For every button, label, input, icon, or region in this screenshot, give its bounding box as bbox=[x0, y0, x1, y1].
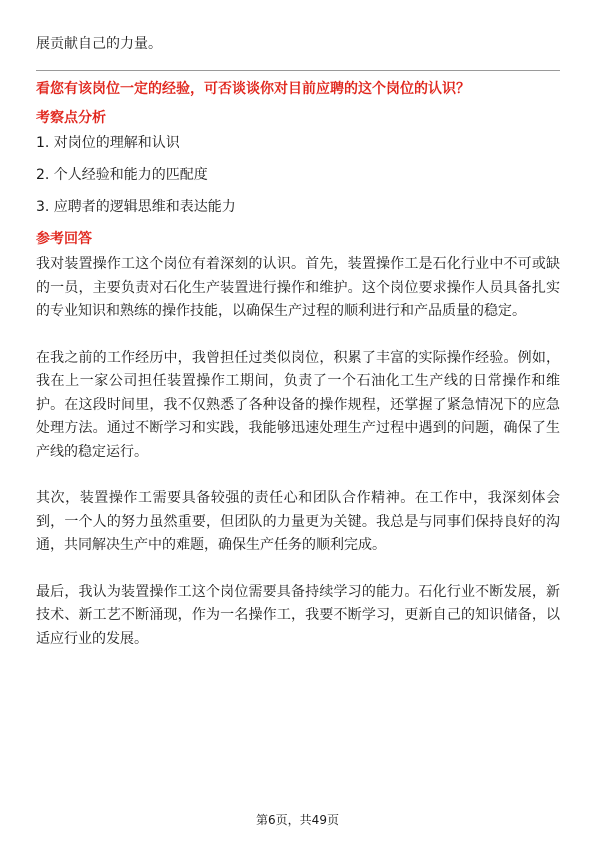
analysis-heading: 考察点分析 bbox=[36, 110, 106, 126]
section-divider bbox=[36, 70, 560, 71]
reference-answer bbox=[36, 253, 560, 674]
reference-heading: 参考回答 bbox=[36, 231, 92, 247]
answer-paragraph: 其次，装置操作工需要具备较强的责任心和团队合作精神。在工作中，我深刻体会到，一个人的努力虽然重要，但团队的力量更为关键。我总是与同事们保持良好的沟通，共同解决生产中的难题，确保生产任务的顺利完成。 bbox=[36, 490, 560, 553]
answer-paragraph: 在我之前的工作经历中，我曾担任过类似岗位，积累了丰富的实际操作经验。例如，我在上一家公司担任装置操作工期间，负责了一个石油化工生产线的日常操作和维护。在这段时间里，我不仅熟悉了各种设备的操作规程，还掌握了紧急情况下的应急处理方法。通过不断学习和实践，我能够迅速处理生产过程中遇到的问题，确保了生产线的稳定运行。 bbox=[36, 349, 560, 460]
analysis-points bbox=[36, 133, 560, 229]
analysis-point: 3. 应聘者的逻辑思维和表达能力 bbox=[36, 199, 236, 215]
analysis-point: 1. 对岗位的理解和认识 bbox=[36, 135, 180, 151]
page-number: 第6页，共49页 bbox=[256, 813, 339, 827]
carryover-text: 展贡献自己的力量。 bbox=[36, 36, 162, 52]
answer-paragraph: 我对装置操作工这个岗位有着深刻的认识。首先，装置操作工是石化行业中不可或缺的一员，主要负责对石化生产装置进行操作和维护。这个岗位要求操作人员具备扎实的专业知识和熟练的操作技能，以确保生产过程的顺利进行和产品质量的稳定。 bbox=[36, 256, 560, 319]
interview-question: 看您有该岗位一定的经验，可否谈谈你对目前应聘的这个岗位的认识？ bbox=[36, 81, 470, 97]
analysis-point: 2. 个人经验和能力的匹配度 bbox=[36, 167, 208, 183]
answer-paragraph: 最后，我认为装置操作工这个岗位需要具备持续学习的能力。石化行业不断发展，新技术、新工艺不断涌现，作为一名操作工，我要不断学习，更新自己的知识储备，以适应行业的发展。 bbox=[36, 583, 560, 647]
